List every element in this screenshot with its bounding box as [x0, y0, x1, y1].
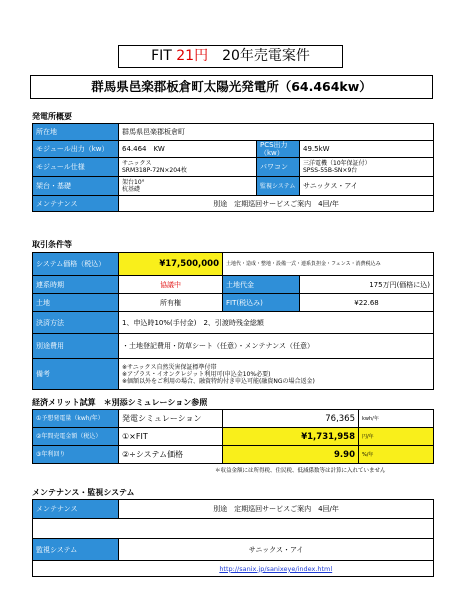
- table-row: [33, 158, 434, 177]
- table-row: [33, 312, 434, 334]
- price-note: 土地代・造成・整地・設備一式・連系負担金・フェンス・消費税込み: [223, 253, 434, 276]
- economics-table: [32, 409, 434, 464]
- land-value: 所有権: [119, 294, 223, 312]
- fit-value: ¥22.68: [300, 294, 434, 312]
- interconnect-label: 連系時期: [33, 276, 119, 294]
- generation-value: 76,365: [223, 410, 359, 428]
- annual-sales-desc: ①×FIT: [119, 428, 223, 446]
- module-spec-label: モジュール仕様: [33, 158, 119, 177]
- maint-value: 別途 定期巡回サービスご案内 4回/年: [119, 500, 434, 519]
- table-row: [33, 428, 434, 446]
- module-spec-model: SRM318P-72N×204枚: [122, 167, 187, 174]
- monitoring-label: 監視システム: [33, 539, 119, 561]
- mount-foundation: 杭基礎: [122, 186, 141, 193]
- blank-cell: [33, 519, 119, 539]
- title-suffix: 20年売電案件: [208, 48, 310, 64]
- table-row: [33, 124, 434, 141]
- land-price-label: 土地代金: [223, 276, 300, 294]
- extra-cost-value: ・土地登記費用・防草シート（任意）・メンテナンス（任意）: [119, 334, 434, 359]
- page-title: [118, 45, 343, 68]
- mount-angle: 架台10°: [122, 179, 145, 186]
- table-row: [33, 177, 434, 196]
- module-spec-value: [119, 158, 257, 177]
- powercon-maker: 三洋電機（10年保証付）: [303, 160, 371, 167]
- table-row: [33, 539, 434, 561]
- land-price-value: 175万円(価格に込): [300, 276, 434, 294]
- table-row: [33, 276, 434, 294]
- annual-sales-unit: 円/年: [359, 428, 434, 446]
- generation-label: ①予想発電量（kwh/年）: [33, 410, 119, 428]
- generation-unit: kwh/年: [359, 410, 434, 428]
- maintenance-table: [32, 499, 434, 577]
- remarks-value: [119, 359, 434, 390]
- terms-table: [32, 252, 434, 390]
- table-row: [33, 561, 434, 577]
- table-row: [33, 196, 434, 212]
- economics-heading: 経済メリット試算 ＊別添シミュレーション参照: [32, 398, 208, 407]
- yield-desc: ②÷システム価格: [119, 446, 223, 464]
- overview-heading: 発電所概要: [32, 112, 72, 121]
- remarks-line: ※アプラス・イオンクレジット利用可(申込金10%必要): [122, 370, 271, 378]
- fit-label: FIT(税込み): [223, 294, 300, 312]
- maint-label: メンテナンス: [33, 500, 119, 519]
- maintenance-heading: メンテナンス・監視システム: [32, 488, 135, 497]
- overview-table: [32, 123, 434, 212]
- monitor-label: 監視システム: [257, 177, 300, 196]
- title-price: 21円: [176, 48, 209, 64]
- table-row: [33, 294, 434, 312]
- table-row: [33, 410, 434, 428]
- pcs-output-value: 49.5kW: [300, 141, 434, 158]
- location-value: 群馬県邑楽郡板倉町: [119, 124, 434, 141]
- price-value: ¥17,500,000: [119, 253, 223, 276]
- table-row: [33, 253, 434, 276]
- table-row: [33, 519, 434, 539]
- table-row: [33, 446, 434, 464]
- table-row: [33, 334, 434, 359]
- mount-value: [119, 177, 257, 196]
- title-prefix: FIT: [151, 48, 177, 64]
- interconnect-value: 協議中: [119, 276, 223, 294]
- blank-cell: [33, 561, 119, 577]
- payment-label: 決済方法: [33, 312, 119, 334]
- powercon-value: [300, 158, 434, 177]
- payment-value: 1、申込時10%(手付金) 2、引渡時残金総額: [119, 312, 434, 334]
- module-output-value: 64.464 KW: [119, 141, 257, 158]
- yield-value: 9.90: [223, 446, 359, 464]
- annual-sales-value: ¥1,731,958: [223, 428, 359, 446]
- remarks-label: 備考: [33, 359, 119, 390]
- generation-desc: 発電シミュレーション: [119, 410, 223, 428]
- economics-footnote: ＊収益金額には所得税、住民税、低減係数等は計算に入れていません: [215, 468, 386, 474]
- module-spec-maker: サニックス: [122, 160, 152, 167]
- extra-cost-label: 別途費用: [33, 334, 119, 359]
- module-output-label: モジュール出力（kw）: [33, 141, 119, 158]
- terms-heading: 取引条件等: [32, 240, 72, 249]
- yield-label: ③年利回り: [33, 446, 119, 464]
- table-row: [33, 500, 434, 519]
- sanix-eye-link[interactable]: http://sanix.jp/sanixeye/index.html: [219, 564, 333, 573]
- monitoring-value: サニックス・アイ: [119, 539, 434, 561]
- remarks-line: ※サニックス自然災害保証標準付帯: [122, 363, 217, 371]
- pcs-output-label: PCS出力（kw）: [257, 141, 300, 158]
- maintenance-value: 別途 定期巡回サービスご案内 4回/年: [119, 196, 434, 212]
- mount-label: 架台・基礎: [33, 177, 119, 196]
- price-label: システム価格（税込）: [33, 253, 119, 276]
- monitor-value: サニックス・アイ: [300, 177, 434, 196]
- blank-cell: [119, 519, 434, 539]
- powercon-model: SPSS-55B-SN×9台: [303, 167, 358, 174]
- maintenance-label: メンテナンス: [33, 196, 119, 212]
- land-label: 土地: [33, 294, 119, 312]
- table-row: [33, 359, 434, 390]
- powercon-label: パワコン: [257, 158, 300, 177]
- link-cell: [119, 561, 434, 577]
- yield-unit: %/年: [359, 446, 434, 464]
- remarks-line: ※価額以外をご利用の場合、融資特約付き申込可能(融資NGの場合返金): [122, 377, 315, 385]
- location-label: 所在地: [33, 124, 119, 141]
- annual-sales-label: ②年間売電金額（税込）: [33, 428, 119, 446]
- table-row: [33, 141, 434, 158]
- page-subtitle: 群馬県邑楽郡板倉町太陽光発電所（64.464kw）: [30, 75, 433, 99]
